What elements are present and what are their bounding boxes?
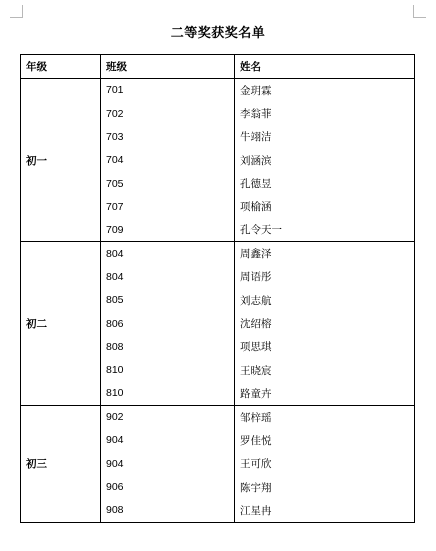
class-cell: 808: [101, 335, 235, 358]
header-class: 班级: [101, 55, 235, 79]
student-name-cell: 罗佳悦: [235, 429, 415, 452]
header-name: 姓名: [235, 55, 415, 79]
student-name-cell: 沈绍榕: [235, 312, 415, 335]
class-cell: 707: [101, 195, 235, 218]
student-name-cell: 王晓宸: [235, 359, 415, 382]
crop-mark-top-right: [413, 5, 426, 18]
student-name-cell: 周语彤: [235, 265, 415, 288]
class-cell: 904: [101, 429, 235, 452]
header-grade: 年级: [21, 55, 101, 79]
student-name-cell: 牛翊洁: [235, 125, 415, 148]
class-cell: 804: [101, 265, 235, 288]
class-cell: 810: [101, 359, 235, 382]
student-name-cell: 王可欣: [235, 452, 415, 475]
student-name-cell: 江星冉: [235, 499, 415, 522]
class-cell: 902: [101, 405, 235, 428]
student-name-cell: 路童卉: [235, 382, 415, 405]
student-name-cell: 孔令天一: [235, 219, 415, 242]
student-name-cell: 邹梓瑶: [235, 405, 415, 428]
award-table: [20, 54, 415, 523]
table-header-row: [21, 55, 415, 79]
table-row: [21, 242, 415, 265]
class-cell: 705: [101, 172, 235, 195]
table-row: [21, 405, 415, 428]
class-cell: 804: [101, 242, 235, 265]
document-title: 二等奖获奖名单: [170, 26, 266, 41]
class-cell: 810: [101, 382, 235, 405]
class-cell: 908: [101, 499, 235, 522]
class-cell: 805: [101, 289, 235, 312]
student-name-cell: 项榆涵: [235, 195, 415, 218]
class-cell: 701: [101, 79, 235, 102]
student-name-cell: 刘涵滨: [235, 149, 415, 172]
grade-cell: 初一: [21, 79, 101, 242]
grade-cell: 初二: [21, 242, 101, 405]
student-name-cell: 项思琪: [235, 335, 415, 358]
table-row: [21, 79, 415, 102]
student-name-cell: 刘志航: [235, 289, 415, 312]
student-name-cell: 金玥霖: [235, 79, 415, 102]
student-name-cell: 周鑫泽: [235, 242, 415, 265]
class-cell: 904: [101, 452, 235, 475]
student-name-cell: 陈宇翔: [235, 475, 415, 498]
crop-mark-top-left: [10, 5, 23, 18]
student-name-cell: 孔德昱: [235, 172, 415, 195]
class-cell: 806: [101, 312, 235, 335]
class-cell: 704: [101, 149, 235, 172]
student-name-cell: 李翁菲: [235, 102, 415, 125]
class-cell: 703: [101, 125, 235, 148]
class-cell: 906: [101, 475, 235, 498]
grade-cell: 初三: [21, 405, 101, 522]
table-body: [21, 79, 415, 523]
class-cell: 709: [101, 219, 235, 242]
class-cell: 702: [101, 102, 235, 125]
